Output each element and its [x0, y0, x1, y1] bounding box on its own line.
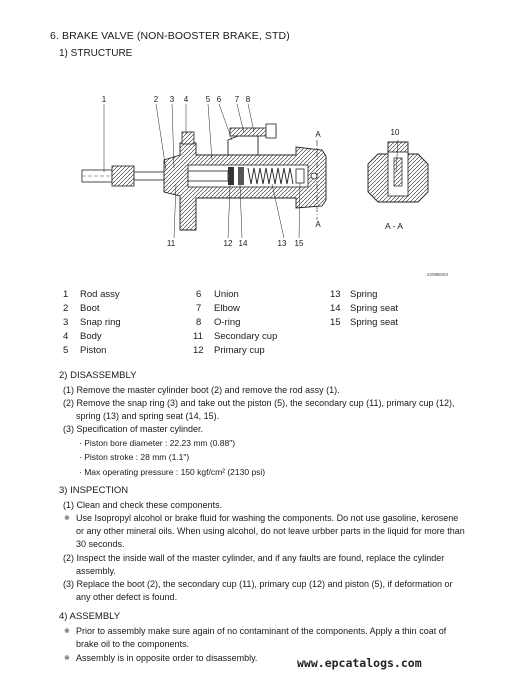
- part-name: Secondary cup: [214, 331, 278, 342]
- brake-valve-diagram: [0, 90, 510, 285]
- part-name: Spring seat: [350, 317, 399, 328]
- spec-pressure: · Max operating pressure : 150 kgf/cm² (2130 psi): [79, 467, 266, 477]
- part-number: 13: [330, 289, 341, 300]
- part-name: Spring: [350, 289, 378, 300]
- part-name: Rod assy: [80, 289, 120, 300]
- section-marker-bottom: A: [315, 220, 321, 229]
- callout-2: 2: [153, 95, 159, 104]
- callout-3: 3: [169, 95, 175, 104]
- callout-4: 4: [183, 95, 189, 104]
- part-number: 2: [63, 303, 69, 314]
- rod-assy-drawing: [82, 166, 164, 186]
- inspection-note-cont: or any other mineral oils. When using alcohol, do not leave urbber parts in the liquid for more than: [76, 526, 465, 536]
- part-number: 11: [193, 331, 203, 342]
- watermark-link: www.epcatalogs.com: [297, 656, 422, 670]
- part-name: Boot: [80, 303, 100, 314]
- disassembly-step-3: (3) Specification of master cylinder.: [63, 424, 204, 434]
- part-name: Primary cup: [214, 345, 265, 356]
- spec-bore: · Piston bore diameter : 22.23 mm (0.88"): [79, 438, 236, 448]
- part-number: 1: [63, 289, 69, 300]
- inspection-step-2: (2) Inspect the inside wall of the master cylinder, and if any faults are found, replace the cylinder: [63, 553, 445, 563]
- part-number: 3: [63, 317, 69, 328]
- assembly-heading: 4) ASSEMBLY: [59, 611, 121, 622]
- part-number: 12: [193, 345, 204, 356]
- assembly-note-1: Prior to assembly make sure again of no contaminant of the components. Apply a thin coat of: [76, 626, 447, 636]
- part-number: 15: [330, 317, 341, 328]
- inspection-note-cont: 30 seconds.: [76, 539, 125, 549]
- note-star: ※: [64, 655, 70, 662]
- part-number: 7: [196, 303, 202, 314]
- note-star: ※: [64, 628, 70, 635]
- part-number: 5: [63, 345, 69, 356]
- part-name: Spring seat: [350, 303, 399, 314]
- section-title: 6. BRAKE VALVE (NON-BOOSTER BRAKE, STD): [50, 30, 290, 42]
- inspection-note: Use Isopropyl alcohol or brake fluid for washing the components. Do not use gasoline, kerosene: [76, 513, 459, 523]
- part-name: Snap ring: [80, 317, 121, 328]
- part-name: O-ring: [214, 317, 241, 328]
- callout-11: 11: [166, 239, 176, 248]
- part-number: 4: [63, 331, 69, 342]
- callout-15: 15: [294, 239, 304, 248]
- part-number: 14: [330, 303, 341, 314]
- callout-12: 12: [223, 239, 233, 248]
- assembly-note-1-cont: brake oil to the components.: [76, 639, 190, 649]
- note-star: ※: [64, 515, 70, 522]
- disassembly-step-2-cont: spring (13) and spring seat (14, 15).: [76, 411, 220, 421]
- callout-5: 5: [205, 95, 211, 104]
- callout-1: 1: [101, 95, 107, 104]
- inspection-step-3: (3) Replace the boot (2), the secondary cup (11), primary cup (12) and piston (5), if deformation or: [63, 579, 453, 589]
- spec-stroke: · Piston stroke : 28 mm (1.1"): [79, 452, 190, 462]
- section-caption: A - A: [385, 221, 403, 231]
- section-view-drawing: [368, 140, 428, 202]
- part-number: 8: [196, 317, 202, 328]
- part-name: Union: [214, 289, 239, 300]
- disassembly-heading: 2) DISASSEMBLY: [59, 370, 137, 381]
- disassembly-step-1: (1) Remove the master cylinder boot (2) and remove the rod assy (1).: [63, 385, 340, 395]
- disassembly-step-2: (2) Remove the snap ring (3) and take out the piston (5), the secondary cup (11), primary cup (12),: [63, 398, 455, 408]
- structure-heading: 1) STRUCTURE: [59, 48, 133, 59]
- callout-14: 14: [238, 239, 248, 248]
- inspection-step-3-cont: any other defect is found.: [76, 592, 178, 602]
- inspection-step-1: (1) Clean and check these components.: [63, 500, 223, 510]
- part-name: Piston: [80, 345, 107, 356]
- callout-10: 10: [390, 128, 400, 137]
- figure-code: 2208BS04: [427, 272, 449, 277]
- callout-8: 8: [245, 95, 251, 104]
- part-name: Body: [80, 331, 102, 342]
- inspection-step-2-cont: assembly.: [76, 566, 116, 576]
- callout-13: 13: [277, 239, 287, 248]
- assembly-note-2: Assembly is in opposite order to disassembly.: [76, 653, 258, 663]
- callout-7: 7: [234, 95, 240, 104]
- section-marker-top: A: [315, 130, 321, 139]
- part-name: Elbow: [214, 303, 240, 314]
- part-number: 6: [196, 289, 202, 300]
- inspection-heading: 3) INSPECTION: [59, 485, 129, 496]
- callout-6: 6: [216, 95, 222, 104]
